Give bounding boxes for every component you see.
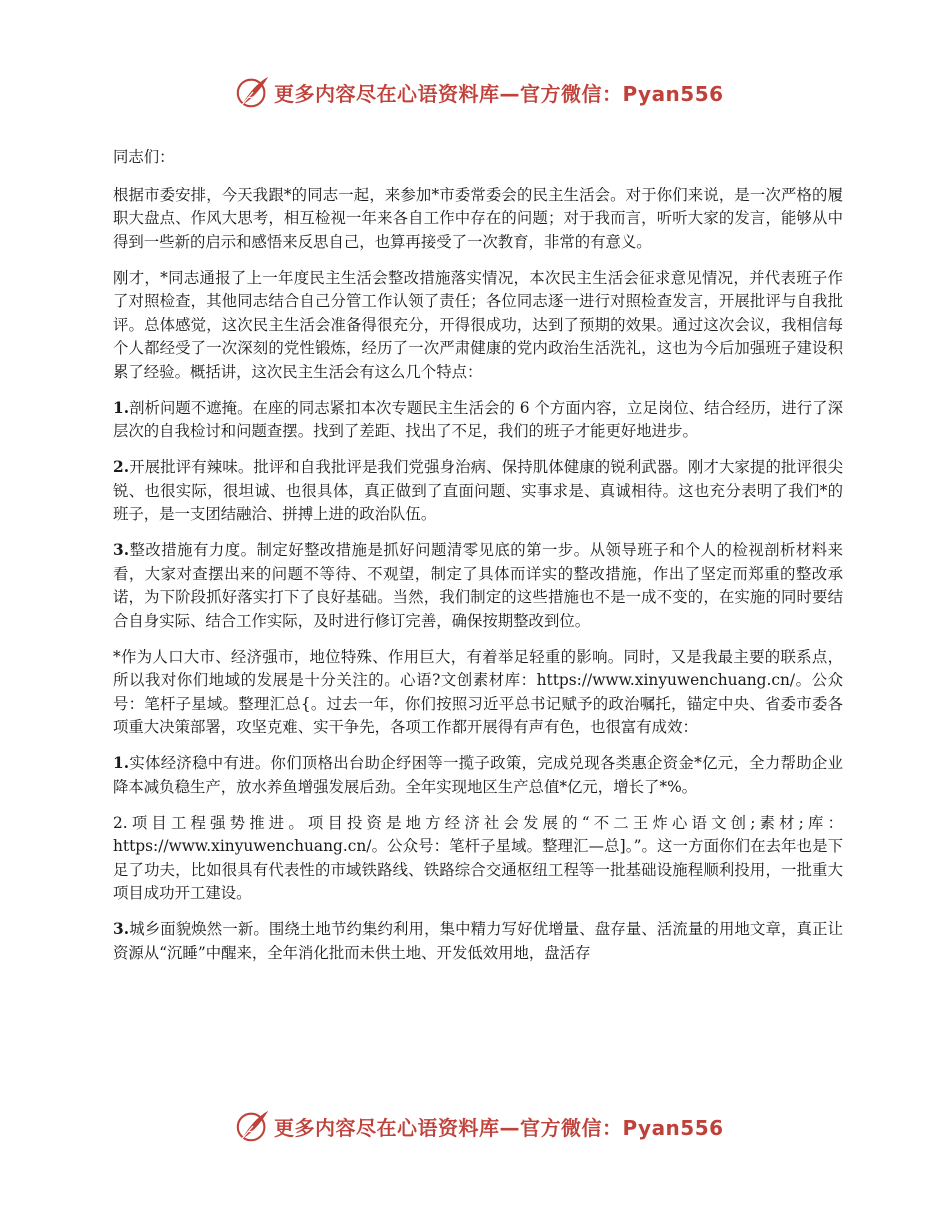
paragraph-number: 1. (113, 754, 130, 772)
header-watermark-banner (0, 70, 950, 114)
paragraph (113, 918, 843, 965)
paragraph-text: 整改措施有力度。制定好整改措施是抓好问题清零见底的第一步。从领导班子和个人的检视剖析材料来看，大家对查摆出来的问题不等待、不观望，制定了具体而详实的整改措施，作出了坚定而郑重的整改承诺，为下阶段抓好落实打下了良好基础。当然，我们制定的这些措施也不是一成不变的，在实施的同时要结合自身实际、结合工作实际，及时进行修订完善，确保按期整改到位。 (113, 541, 843, 630)
footer-watermark-banner (0, 1104, 950, 1148)
paragraph-list (113, 184, 843, 966)
paragraph (113, 184, 843, 255)
paragraph-text: 根据市委安排，今天我跟*的同志一起，来参加*市委常委会的民主生活会。对于你们来说，是一次严格的履职大盘点、作风大思考，相互检视一年来各自工作中存在的问题；对于我而言，听听大家的发言，能够从中得到一些新的启示和感悟来反思自己，也算再接受了一次教育，非常的有意义。 (113, 185, 843, 251)
document-body (113, 146, 843, 978)
paragraph (113, 397, 843, 444)
paragraph (113, 752, 843, 799)
paragraph-text: 城乡面貌焕然一新。围绕土地节约集约利用，集中精力写好优增量、盘存量、活流量的用地文章，真正让资源从“沉睡”中醒来，全年消化批而未供土地、开发低效用地，盘活存 (113, 920, 843, 962)
paragraph-number: 3. (113, 920, 130, 938)
paragraph-number: 2. (113, 458, 130, 476)
paragraph-text: *作为人口大市、经济强市，地位特殊、作用巨大，有着举足轻重的影响。同时，又是我最主要的联系点，所以我对你们地域的发展是十分关注的。心语?文创素材库：https://www.xinyuwenchuang.cn/。公众号：笔杆子星域。整理汇总{。过去一年，你们按照习近平总书记赋予的政治嘱托，锚定中央、省委市委各项重大决策部署，攻坚克难、实干争先，各项工作都开展得有声有色，也很富有成效： (113, 647, 843, 736)
paragraph-number: 1. (113, 398, 130, 417)
feather-quill-icon (234, 1107, 272, 1145)
salutation: 同志们： (113, 148, 175, 166)
paragraph (113, 267, 843, 385)
paragraph-number: 3. (113, 541, 130, 559)
paragraph-text: 实体经济稳中有进。你们顶格出台助企纾困等一揽子政策，完成兑现各类惠企资金*亿元，全力帮助企业降本减负稳生产，放水养鱼增强发展后劲。全年实现地区生产总值*亿元，增长了*%。 (113, 754, 843, 796)
paragraph (113, 646, 843, 740)
paragraph (113, 812, 843, 906)
paragraph-text: 开展批评有辣味。批评和自我批评是我们党强身治病、保持肌体健康的锐利武器。刚才大家提的批评很尖锐、也很实际，很坦诚、也很具体，真正做到了直面问题、实事求是、真诚相待。这也充分表明了我们*的班子，是一支团结融洽、拼搏上进的政治队伍。 (113, 458, 843, 523)
feather-quill-icon (234, 73, 272, 111)
paragraph (113, 456, 843, 527)
watermark-text: 更多内容尽在心语资料库—官方微信：Pyan556 (274, 1115, 724, 1140)
paragraph (113, 539, 843, 633)
paragraph-text: 剖析问题不遮掩。在座的同志紧扣本次专题民主生活会的 6 个方面内容，立足岗位、结合经历，进行了深层次的自我检讨和问题查摆。找到了差距、找出了不足，我们的班子才能更好地进步。 (113, 398, 843, 440)
paragraph-text: 刚才，*同志通报了上一年度民主生活会整改措施落实情况，本次民主生活会征求意见情况，并代表班子作了对照检查，其他同志结合自己分管工作认领了责任；各位同志逐一进行对照检查发言，开展批评与自我批评。总体感觉，这次民主生活会准备得很充分，开得很成功，达到了预期的效果。通过这次会议，我相信每个人都经受了一次深刻的党性锻炼，经历了一次严肃健康的党内政治生活洗礼，这也为今后加强班子建设积累了经验。概括讲，这次民主生活会有这么几个特点： (113, 268, 843, 381)
paragraph-text: 2.项目工程强势推进。项目投资是地方经济社会发展的“不二王炸心语文创;素材;库：https://www.xinyuwenchuang.cn/。公众号：笔杆子星域。整理汇—总]。”。这一方面你们在去年也是下足了功夫，比如很具有代表性的市域铁路线、铁路综合交通枢纽工程等一批基础设施程顺利投用，一批重大项目成功开工建设。 (113, 813, 843, 902)
watermark-text: 更多内容尽在心语资料库—官方微信：Pyan556 (274, 81, 724, 106)
